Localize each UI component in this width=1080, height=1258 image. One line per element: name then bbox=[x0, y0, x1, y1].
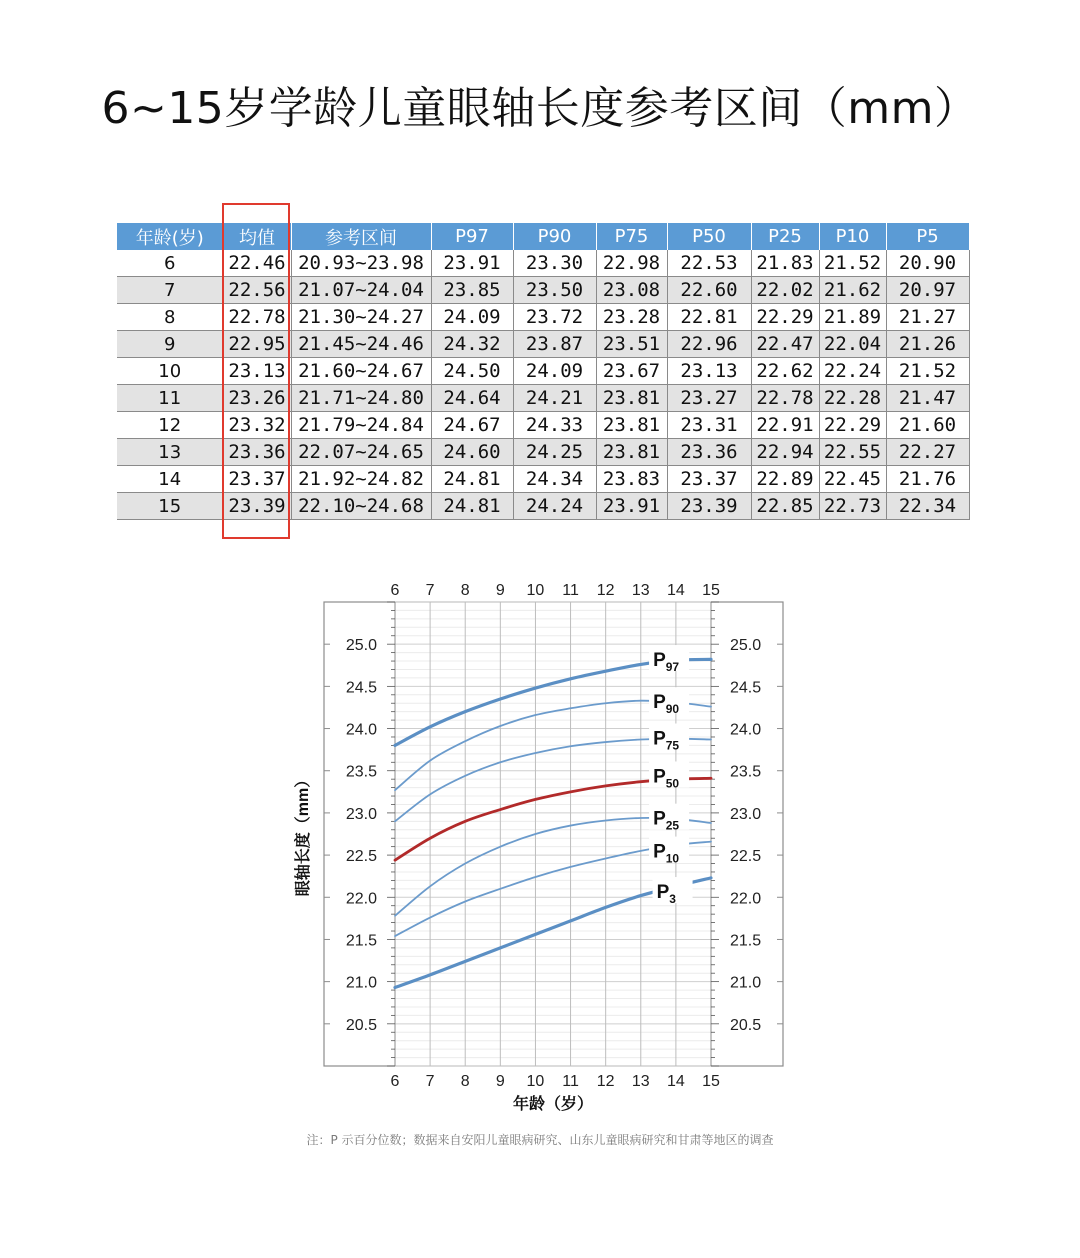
x-tick-label-bottom: 7 bbox=[425, 1073, 435, 1090]
table-cell: 23.51 bbox=[596, 331, 667, 358]
table-cell: 23.36 bbox=[223, 439, 291, 466]
x-tick-label-top: 10 bbox=[526, 582, 545, 599]
table-cell: 23.83 bbox=[596, 466, 667, 493]
table-cell: 20.97 bbox=[886, 277, 969, 304]
table-cell: 21.45~24.46 bbox=[291, 331, 431, 358]
y-tick-label-right: 21.5 bbox=[730, 932, 762, 950]
curve-label-p97: $P_{97}$ bbox=[653, 650, 680, 675]
table-row bbox=[117, 385, 969, 412]
reference-table-container bbox=[117, 223, 970, 520]
table-header-row bbox=[117, 223, 969, 250]
reference-table bbox=[117, 223, 970, 520]
table-row bbox=[117, 250, 969, 277]
x-tick-label-top: 6 bbox=[390, 582, 400, 599]
table-cell: 22.62 bbox=[751, 358, 819, 385]
table-cell: 21.60~24.67 bbox=[291, 358, 431, 385]
table-cell: 24.33 bbox=[513, 412, 596, 439]
y-tick-label-right: 23.5 bbox=[730, 763, 762, 781]
table-cell: 22.29 bbox=[819, 412, 886, 439]
column-header: P50 bbox=[667, 223, 751, 250]
table-cell: 24.34 bbox=[513, 466, 596, 493]
table-cell: 21.07~24.04 bbox=[291, 277, 431, 304]
table-cell: 23.87 bbox=[513, 331, 596, 358]
table-cell: 22.46 bbox=[223, 250, 291, 277]
y-tick-label-left: 24.0 bbox=[345, 721, 377, 739]
curve-label-p90: $P_{90}$ bbox=[653, 692, 680, 717]
table-cell: 21.79~24.84 bbox=[291, 412, 431, 439]
table-cell: 23.85 bbox=[431, 277, 513, 304]
table-cell: 24.25 bbox=[513, 439, 596, 466]
x-tick-label-bottom: 14 bbox=[666, 1073, 685, 1090]
y-tick-label-left: 21.5 bbox=[345, 932, 377, 950]
y-tick-label-left: 24.5 bbox=[345, 679, 377, 697]
table-cell: 11 bbox=[117, 385, 223, 412]
x-tick-label-top: 14 bbox=[666, 582, 685, 599]
table-cell: 6 bbox=[117, 250, 223, 277]
table-cell: 22.55 bbox=[819, 439, 886, 466]
table-cell: 21.52 bbox=[886, 358, 969, 385]
table-cell: 23.26 bbox=[223, 385, 291, 412]
table-row bbox=[117, 439, 969, 466]
table-cell: 21.83 bbox=[751, 250, 819, 277]
table-cell: 23.27 bbox=[667, 385, 751, 412]
table-cell: 10 bbox=[117, 358, 223, 385]
table-cell: 23.50 bbox=[513, 277, 596, 304]
table-cell: 23.13 bbox=[223, 358, 291, 385]
table-cell: 21.30~24.27 bbox=[291, 304, 431, 331]
table-row bbox=[117, 493, 969, 520]
table-cell: 22.47 bbox=[751, 331, 819, 358]
footnote: 注：P 示百分位数；数据来自安阳儿童眼病研究、山东儿童眼病研究和甘肃等地区的调查 bbox=[306, 1133, 774, 1147]
table-cell: 23.81 bbox=[596, 439, 667, 466]
x-tick-label-bottom: 11 bbox=[562, 1073, 579, 1090]
table-cell: 21.92~24.82 bbox=[291, 466, 431, 493]
column-header: P97 bbox=[431, 223, 513, 250]
table-cell: 21.76 bbox=[886, 466, 969, 493]
table-row bbox=[117, 466, 969, 493]
table-cell: 24.81 bbox=[431, 493, 513, 520]
table-cell: 22.10~24.68 bbox=[291, 493, 431, 520]
table-cell: 24.64 bbox=[431, 385, 513, 412]
axial-length-chart bbox=[280, 570, 800, 1124]
table-cell: 23.28 bbox=[596, 304, 667, 331]
x-tick-label-top: 11 bbox=[562, 582, 579, 599]
curve-label-p50: $P_{50}$ bbox=[653, 766, 680, 791]
x-axis-title: 年龄（岁） bbox=[512, 1096, 594, 1113]
table-cell: 24.81 bbox=[431, 466, 513, 493]
curve-label-p75: $P_{75}$ bbox=[653, 728, 680, 753]
y-tick-label-right: 24.0 bbox=[730, 721, 762, 739]
percentile-curve-svg bbox=[280, 570, 800, 1120]
column-header: P10 bbox=[819, 223, 886, 250]
table-cell: 22.89 bbox=[751, 466, 819, 493]
table-cell: 23.81 bbox=[596, 385, 667, 412]
table-cell: 13 bbox=[117, 439, 223, 466]
table-cell: 22.53 bbox=[667, 250, 751, 277]
table-cell: 21.47 bbox=[886, 385, 969, 412]
y-tick-label-right: 22.5 bbox=[730, 848, 762, 866]
table-row bbox=[117, 358, 969, 385]
y-tick-label-left: 21.0 bbox=[345, 974, 377, 992]
table-cell: 23.08 bbox=[596, 277, 667, 304]
table-cell: 21.26 bbox=[886, 331, 969, 358]
x-tick-label-bottom: 12 bbox=[596, 1073, 615, 1090]
y-axis-title: 眼轴长度（mm） bbox=[295, 771, 312, 897]
table-cell: 21.62 bbox=[819, 277, 886, 304]
table-cell: 22.73 bbox=[819, 493, 886, 520]
table-cell: 22.02 bbox=[751, 277, 819, 304]
table-cell: 20.93~23.98 bbox=[291, 250, 431, 277]
table-cell: 21.52 bbox=[819, 250, 886, 277]
x-tick-label-bottom: 13 bbox=[631, 1073, 650, 1090]
table-cell: 22.81 bbox=[667, 304, 751, 331]
column-header: 均值 bbox=[223, 223, 291, 250]
table-cell: 24.67 bbox=[431, 412, 513, 439]
y-tick-label-left: 22.0 bbox=[345, 890, 377, 908]
table-cell: 22.28 bbox=[819, 385, 886, 412]
table-cell: 23.13 bbox=[667, 358, 751, 385]
table-cell: 23.32 bbox=[223, 412, 291, 439]
table-cell: 24.09 bbox=[513, 358, 596, 385]
table-row bbox=[117, 412, 969, 439]
table-cell: 15 bbox=[117, 493, 223, 520]
table-cell: 24.60 bbox=[431, 439, 513, 466]
table-cell: 7 bbox=[117, 277, 223, 304]
x-tick-label-bottom: 10 bbox=[526, 1073, 545, 1090]
table-cell: 24.09 bbox=[431, 304, 513, 331]
table-cell: 24.50 bbox=[431, 358, 513, 385]
table-cell: 23.81 bbox=[596, 412, 667, 439]
y-tick-label-left: 22.5 bbox=[345, 848, 377, 866]
table-cell: 14 bbox=[117, 466, 223, 493]
x-tick-label-bottom: 8 bbox=[460, 1073, 470, 1090]
table-cell: 23.39 bbox=[223, 493, 291, 520]
table-row bbox=[117, 331, 969, 358]
page-title: 6~15岁学龄儿童眼轴长度参考区间（mm） bbox=[101, 83, 979, 134]
x-tick-label-bottom: 15 bbox=[702, 1073, 720, 1090]
table-cell: 23.72 bbox=[513, 304, 596, 331]
plot-frame bbox=[324, 602, 783, 1066]
x-tick-label-top: 15 bbox=[702, 582, 720, 599]
column-header: P75 bbox=[596, 223, 667, 250]
table-cell: 23.91 bbox=[431, 250, 513, 277]
table-cell: 23.36 bbox=[667, 439, 751, 466]
y-tick-label-right: 21.0 bbox=[730, 974, 762, 992]
y-tick-label-right: 20.5 bbox=[730, 1016, 762, 1034]
table-cell: 22.56 bbox=[223, 277, 291, 304]
x-tick-label-top: 13 bbox=[631, 582, 650, 599]
y-tick-label-right: 24.5 bbox=[730, 679, 762, 697]
y-tick-label-right: 22.0 bbox=[730, 890, 762, 908]
curve-label-p25: $P_{25}$ bbox=[653, 808, 680, 833]
table-cell: 22.45 bbox=[819, 466, 886, 493]
table-cell: 22.94 bbox=[751, 439, 819, 466]
table-cell: 24.32 bbox=[431, 331, 513, 358]
table-cell: 22.60 bbox=[667, 277, 751, 304]
table-cell: 22.98 bbox=[596, 250, 667, 277]
table-cell: 23.37 bbox=[667, 466, 751, 493]
x-tick-label-top: 7 bbox=[425, 582, 435, 599]
curve-label-p3: $P_3$ bbox=[656, 882, 676, 907]
table-cell: 22.04 bbox=[819, 331, 886, 358]
y-tick-label-right: 25.0 bbox=[730, 637, 762, 655]
column-header: P5 bbox=[886, 223, 969, 250]
table-cell: 24.24 bbox=[513, 493, 596, 520]
table-cell: 12 bbox=[117, 412, 223, 439]
table-cell: 22.34 bbox=[886, 493, 969, 520]
y-tick-label-left: 20.5 bbox=[345, 1016, 377, 1034]
table-cell: 24.21 bbox=[513, 385, 596, 412]
table-cell: 22.96 bbox=[667, 331, 751, 358]
table-cell: 21.71~24.80 bbox=[291, 385, 431, 412]
table-cell: 23.37 bbox=[223, 466, 291, 493]
y-tick-label-left: 23.0 bbox=[345, 805, 377, 823]
table-cell: 22.27 bbox=[886, 439, 969, 466]
table-row bbox=[117, 277, 969, 304]
column-header: 年龄(岁) bbox=[117, 223, 223, 250]
column-header: P90 bbox=[513, 223, 596, 250]
table-cell: 23.30 bbox=[513, 250, 596, 277]
table-cell: 23.31 bbox=[667, 412, 751, 439]
table-cell: 23.91 bbox=[596, 493, 667, 520]
table-cell: 9 bbox=[117, 331, 223, 358]
x-tick-label-top: 9 bbox=[495, 582, 505, 599]
table-cell: 22.85 bbox=[751, 493, 819, 520]
y-tick-label-left: 23.5 bbox=[345, 763, 377, 781]
table-cell: 20.90 bbox=[886, 250, 969, 277]
table-cell: 23.39 bbox=[667, 493, 751, 520]
table-cell: 22.91 bbox=[751, 412, 819, 439]
table-cell: 21.60 bbox=[886, 412, 969, 439]
table-cell: 21.27 bbox=[886, 304, 969, 331]
table-cell: 22.78 bbox=[223, 304, 291, 331]
curve-label-p10: $P_{10}$ bbox=[653, 841, 680, 866]
table-cell: 8 bbox=[117, 304, 223, 331]
table-cell: 22.29 bbox=[751, 304, 819, 331]
table-cell: 22.95 bbox=[223, 331, 291, 358]
table-row bbox=[117, 304, 969, 331]
y-tick-label-right: 23.0 bbox=[730, 805, 762, 823]
x-tick-label-bottom: 9 bbox=[495, 1073, 505, 1090]
x-tick-label-bottom: 6 bbox=[390, 1073, 400, 1090]
table-cell: 22.78 bbox=[751, 385, 819, 412]
table-cell: 23.67 bbox=[596, 358, 667, 385]
column-header: 参考区间 bbox=[291, 223, 431, 250]
column-header: P25 bbox=[751, 223, 819, 250]
table-cell: 21.89 bbox=[819, 304, 886, 331]
y-tick-label-left: 25.0 bbox=[345, 637, 377, 655]
table-cell: 22.07~24.65 bbox=[291, 439, 431, 466]
table-cell: 22.24 bbox=[819, 358, 886, 385]
x-tick-label-top: 12 bbox=[596, 582, 615, 599]
x-tick-label-top: 8 bbox=[460, 582, 470, 599]
